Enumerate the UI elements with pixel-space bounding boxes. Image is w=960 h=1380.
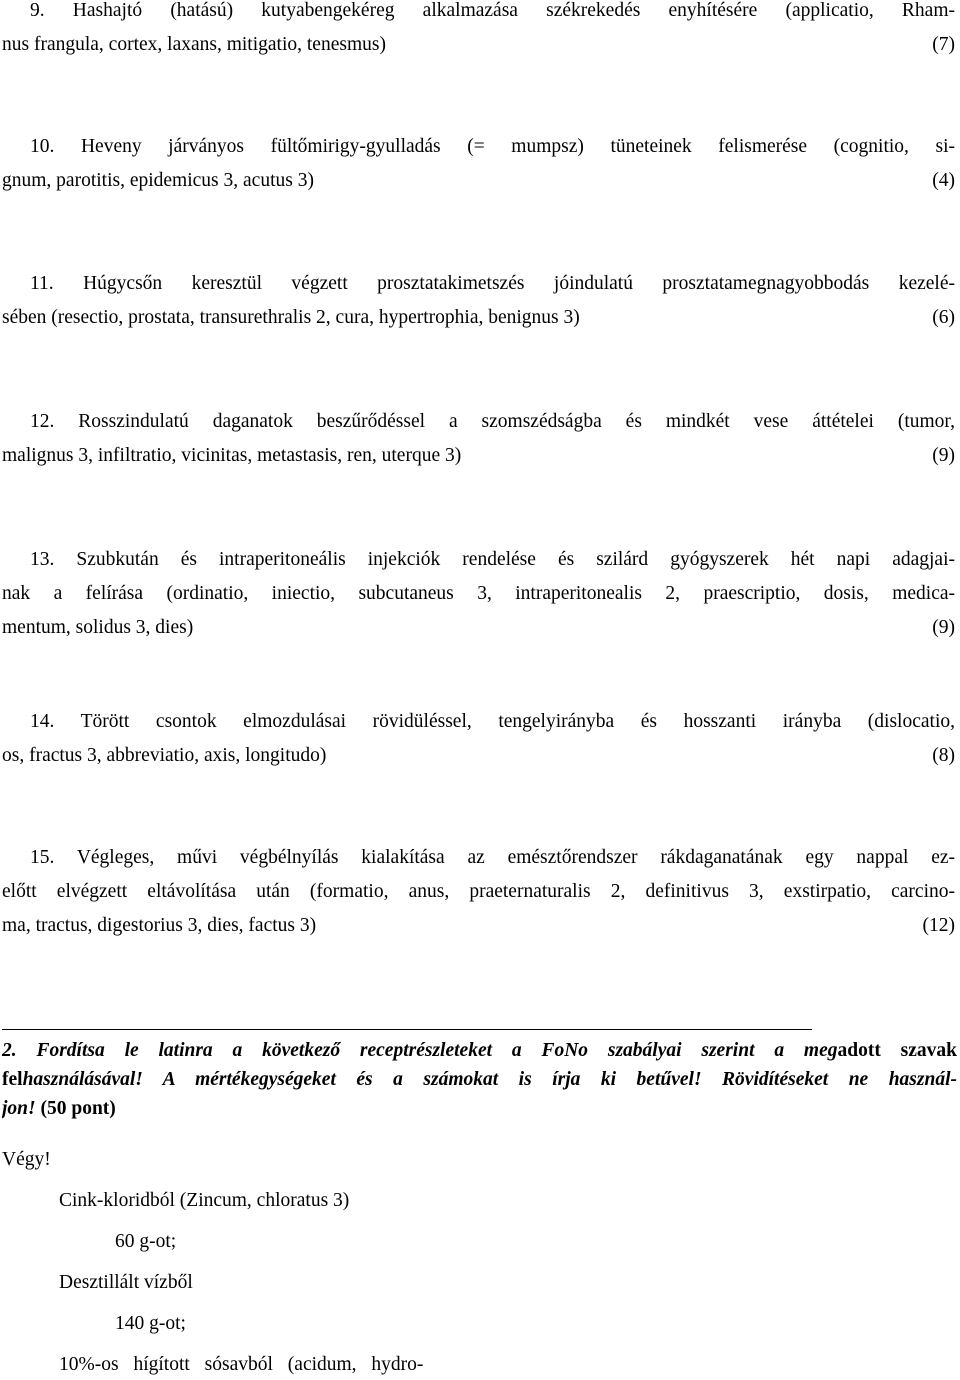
recipe-line: 140 g-ot; <box>115 1313 186 1334</box>
exercise-line: malignus 3, infiltratio, vicinitas, metastasis, ren, uterque 3) <box>2 445 462 466</box>
exercise-line: 13. Szubkután és intraperitoneális injekciók rendelése és szilárd gyógyszerek hét napi adagjai- <box>30 549 955 570</box>
exercise-line: ma, tractus, digestorius 3, dies, factus 3) <box>2 915 317 936</box>
exercise-item-10 <box>2 130 955 198</box>
exercise-line: mentum, solidus 3, dies) <box>2 617 194 638</box>
exercise-line: 11. Húgycsőn keresztül végzett prosztatakimetszés jóindulatú prosztatamegnagyobbodás kezelé- <box>30 273 955 294</box>
task-text: adott szavak <box>837 1040 957 1061</box>
exercise-score: (4) <box>932 170 955 191</box>
task-text: használásával! A mértékegységeket és a számokat is írja ki betűvel! Rövidítéseket ne használ- <box>22 1069 957 1090</box>
exercise-line: 14. Törött csontok elmozdulásai rövidüléssel, tengelyirányba és hosszanti irányba (dislocatio, <box>30 711 955 732</box>
exercise-item-12 <box>2 405 955 473</box>
exercise-score: (12) <box>922 915 955 936</box>
exercise-line: előtt elvégzett eltávolítása után (formatio, anus, praeternaturalis 2, definitivus 3, exstirpatio, carcino- <box>2 881 955 902</box>
exercise-line: nus frangula, cortex, laxans, mitigatio, tenesmus) <box>2 34 386 55</box>
exercise-line: 10. Heveny járványos fültőmirigy-gyulladás (= mumpsz) tüneteinek felismerése (cognitio, si- <box>30 136 955 157</box>
exercise-score: (8) <box>932 745 955 766</box>
exercise-line: 12. Rosszindulatú daganatok beszűrődéssel a szomszédságba és mindkét vese áttételei (tumor, <box>30 411 955 432</box>
task-points: (50 pont) <box>35 1098 116 1119</box>
task-text: jon! <box>2 1098 36 1119</box>
recipe-line: Desztillált vízből <box>59 1272 193 1293</box>
exercise-item-14 <box>2 705 955 773</box>
recipe-line: Cink-kloridból (Zincum, chloratus 3) <box>59 1190 350 1211</box>
task-text: 2. Fordítsa le latinra a következő receptrészleteket a FoNo szabályai szerint a meg <box>2 1040 838 1061</box>
exercise-line: 15. Végleges, művi végbélnyílás kialakítása az emésztőrendszer rákdaganatának egy nappal ez- <box>30 847 955 868</box>
task-instructions <box>2 1036 957 1123</box>
exercise-line: os, fractus 3, abbreviatio, axis, longitudo) <box>2 745 327 766</box>
exercise-item-9 <box>2 0 955 62</box>
exercise-score: (9) <box>932 445 955 466</box>
exercise-item-15 <box>2 841 955 943</box>
recipe-line: 60 g-ot; <box>115 1231 177 1252</box>
exercise-line: sében (resectio, prostata, transurethralis 2, cura, hypertrophia, benignus 3) <box>2 307 580 328</box>
task-text: fel <box>2 1069 23 1090</box>
exercise-item-11 <box>2 267 955 335</box>
exercise-line: nak a felírása (ordinatio, iniectio, subcutaneus 3, intraperitonealis 2, praescriptio, dosis, medica- <box>2 583 955 604</box>
exercise-line: gnum, parotitis, epidemicus 3, acutus 3) <box>2 170 314 191</box>
exercise-score: (7) <box>932 34 955 55</box>
exercise-score: (6) <box>932 307 955 328</box>
exercise-score: (9) <box>932 617 955 638</box>
recipe-line: 10%-os hígított sósavból (acidum, hydro- <box>59 1354 424 1375</box>
exercise-line: 9. Hashajtó (hatású) kutyabengekéreg alkalmazása székrekedés enyhítésére (applicatio, Rham- <box>30 0 955 21</box>
recipe-heading: Végy! <box>2 1149 51 1170</box>
section-divider <box>2 1029 812 1030</box>
exercise-item-13 <box>2 543 955 645</box>
